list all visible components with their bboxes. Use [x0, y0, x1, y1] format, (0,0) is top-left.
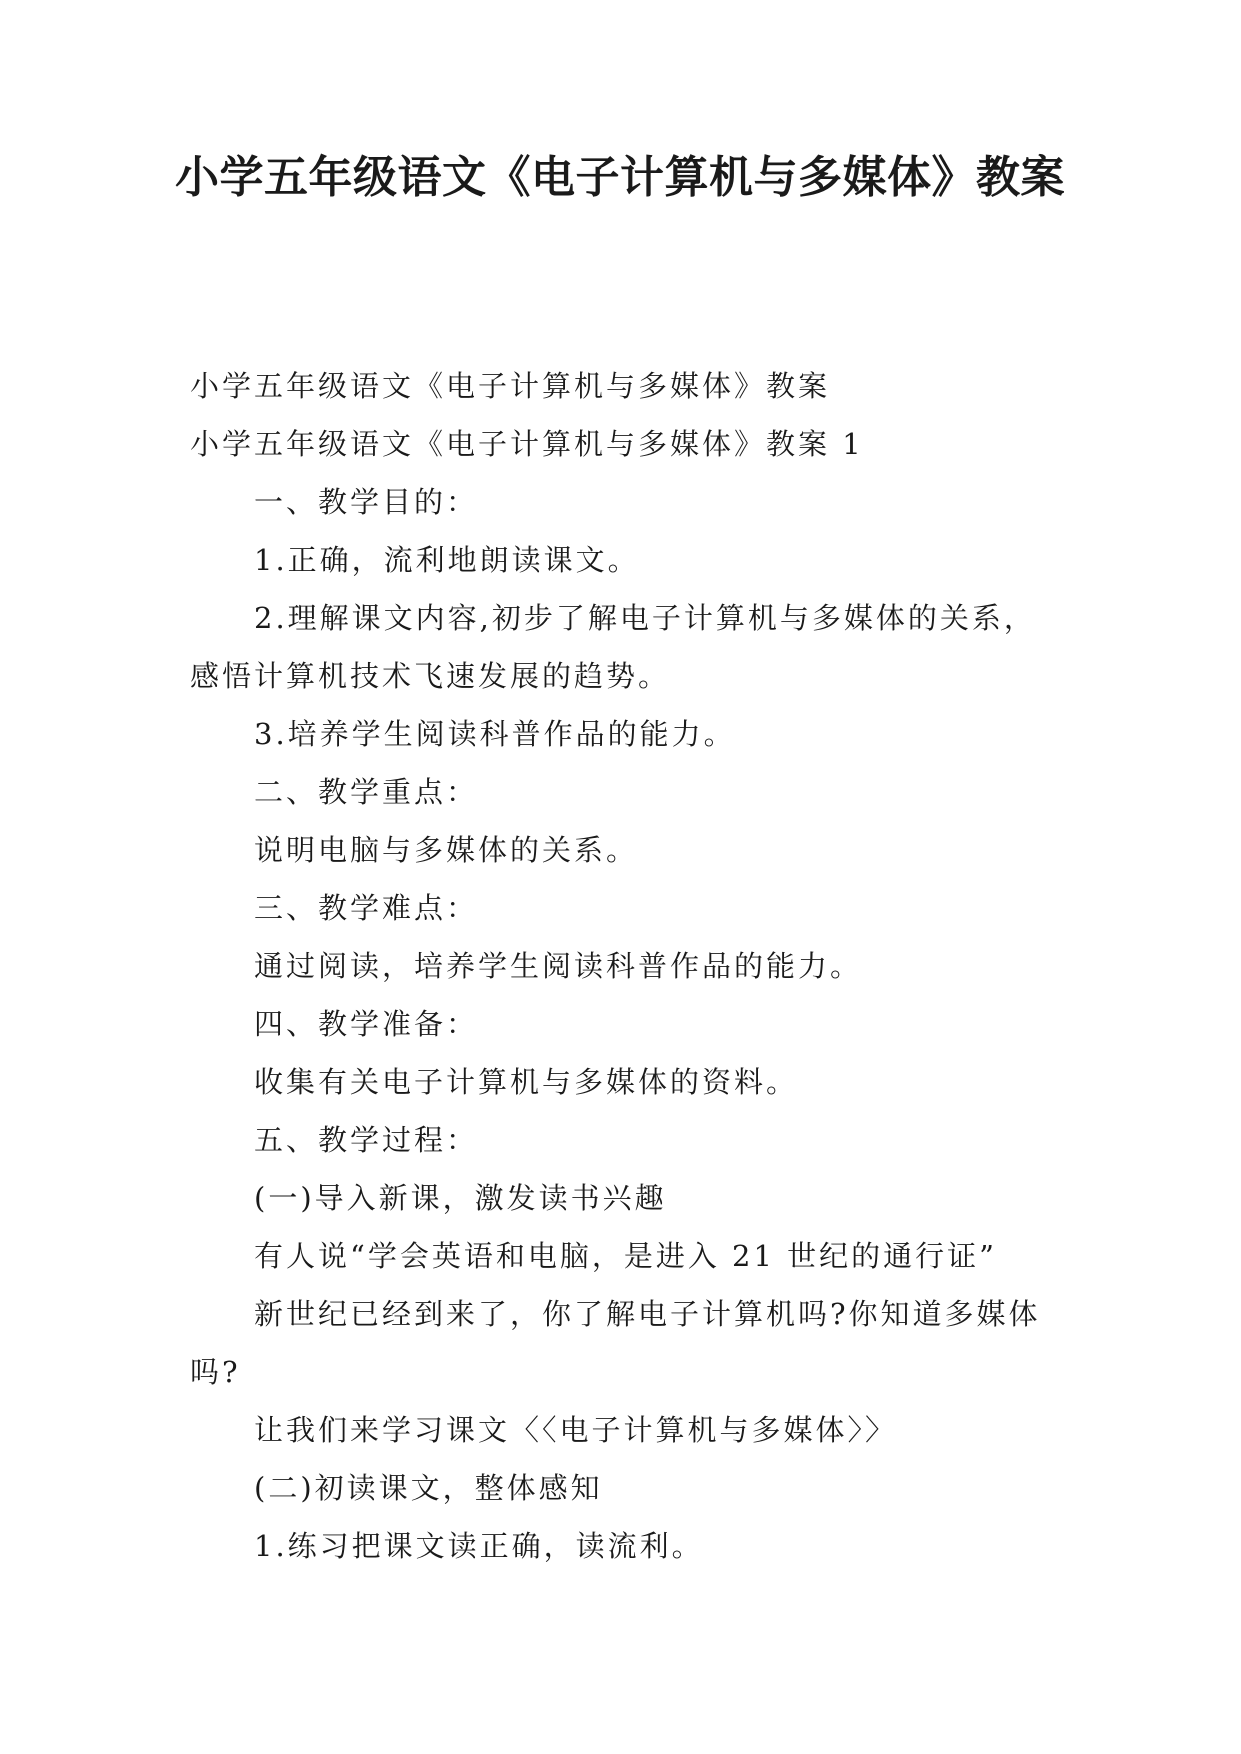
paragraph: 收集有关电子计算机与多媒体的资料。: [254, 1065, 799, 1099]
paragraph: 通过阅读，培养学生阅读科普作品的能力。: [254, 949, 863, 983]
subsection-heading: (一)导入新课，激发读书兴趣: [254, 1181, 667, 1215]
section-heading: 三、教学难点：: [254, 891, 479, 925]
document-title: 小学五年级语文《电子计算机与多媒体》教案: [175, 152, 1065, 203]
section-heading: 一、教学目的：: [254, 485, 479, 519]
subsection-heading: (二)初读课文，整体感知: [254, 1471, 603, 1505]
paragraph: 3.培养学生阅读科普作品的能力。: [254, 717, 736, 751]
section-heading: 二、教学重点：: [254, 775, 479, 809]
section-heading: 四、教学准备：: [254, 1007, 479, 1041]
section-heading: 五、教学过程：: [254, 1123, 479, 1157]
document-body: [190, 357, 1050, 1575]
paragraph: 2.理解课文内容,初步了解电子计算机与多媒体的关系，感悟计算机技术飞速发展的趋势。: [190, 601, 1036, 693]
paragraph: 1.练习把课文读正确，读流利。: [254, 1529, 704, 1563]
paragraph: 小学五年级语文《电子计算机与多媒体》教案: [190, 369, 831, 403]
paragraph: 有人说“学会英语和电脑，是进入 21 世纪的通行证”: [254, 1239, 997, 1273]
paragraph: 让我们来学习课文〈〈电子计算机与多媒体〉〉: [254, 1413, 898, 1447]
paragraph: 1.正确，流利地朗读课文。: [254, 543, 640, 577]
paragraph: 新世纪已经到来了，你了解电子计算机吗?你知道多媒体吗?: [190, 1297, 1041, 1389]
paragraph: 说明电脑与多媒体的关系。: [254, 833, 639, 867]
paragraph: 小学五年级语文《电子计算机与多媒体》教案 1: [190, 427, 864, 461]
